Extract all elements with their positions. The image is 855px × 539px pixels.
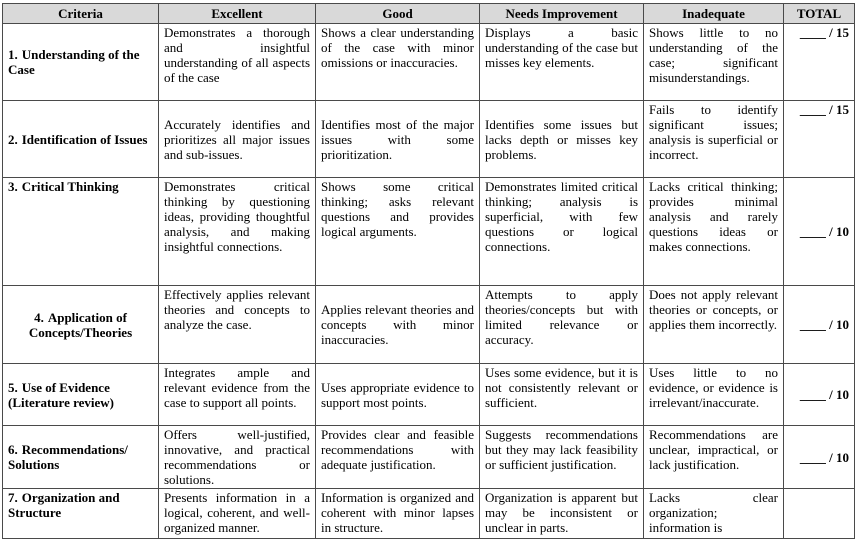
good-cell: Provides clear and feasible recommendations with adequate justification. xyxy=(316,426,480,489)
criterion-label: Use of Evidence (Literature review) xyxy=(8,379,114,410)
table-row xyxy=(3,101,855,178)
total-score: ____ / 15 xyxy=(784,101,855,178)
criterion-label: Identification of Issues xyxy=(21,131,148,147)
inadequate-cell: Uses little to no evidence, or evidence is irrelevant/inaccurate. xyxy=(644,364,784,426)
total-score: ____ / 15 xyxy=(784,24,855,101)
needs-improvement-cell: Identifies some issues but lacks depth or misses key problems. xyxy=(480,101,644,178)
good-cell: Applies relevant theories and concepts with minor inaccuracies. xyxy=(316,286,480,364)
inadequate-cell: Recommendations are unclear, impractical, or lack justification. xyxy=(644,426,784,489)
criterion-label: Understanding of the Case xyxy=(8,47,140,77)
criterion-label: Organization and Structure xyxy=(8,490,120,520)
criterion-label: Application of Concepts/Theories xyxy=(28,309,133,340)
needs-improvement-cell: Demonstrates limited critical thinking; analysis is superficial, with few questions or logical connections. xyxy=(480,178,644,286)
header-total: TOTAL xyxy=(784,4,855,24)
excellent-cell: Offers well-justified, innovative, and practical recommendations or solutions. xyxy=(159,426,316,489)
excellent-cell: Demonstrates a thorough and insightful understanding of all aspects of the case xyxy=(159,24,316,101)
total-score: ____ / 10 xyxy=(784,286,855,364)
header-needs-improvement: Needs Improvement xyxy=(480,4,644,24)
criterion-cell xyxy=(3,286,159,364)
criterion-number: 2. xyxy=(8,131,18,147)
good-cell: Information is organized and coherent with minor lapses in structure. xyxy=(316,489,480,539)
excellent-cell: Effectively applies relevant theories and concepts to analyze the case. xyxy=(159,286,316,364)
criterion-cell xyxy=(3,178,159,286)
criterion-number: 3. xyxy=(8,179,18,194)
total-score: ____ / 10 xyxy=(784,364,855,426)
criterion-cell xyxy=(3,426,159,489)
header-good: Good xyxy=(316,4,480,24)
good-cell: Shows a clear understanding of the case with minor omissions or inaccuracies. xyxy=(316,24,480,101)
criterion-cell xyxy=(3,364,159,426)
header-inadequate: Inadequate xyxy=(644,4,784,24)
criterion-number: 4. xyxy=(34,309,44,325)
criterion-cell xyxy=(3,489,159,539)
good-cell: Uses appropriate evidence to support most points. xyxy=(316,364,480,426)
criterion-number: 1. xyxy=(8,47,18,62)
needs-improvement-cell: Organization is apparent but may be inconsistent or unclear in parts. xyxy=(480,489,644,539)
needs-improvement-cell: Suggests recommendations but they may lack feasibility or sufficient justification. xyxy=(480,426,644,489)
total-score: ____ / 10 xyxy=(784,426,855,489)
table-row xyxy=(3,178,855,286)
excellent-cell: Accurately identifies and prioritizes all major issues and sub-issues. xyxy=(159,101,316,178)
inadequate-cell: Shows little to no understanding of the case; significant misunderstandings. xyxy=(644,24,784,101)
criterion-cell xyxy=(3,24,159,101)
header-excellent: Excellent xyxy=(159,4,316,24)
table-row xyxy=(3,489,855,539)
excellent-cell: Presents information in a logical, coherent, and well-organized manner. xyxy=(159,489,316,539)
criterion-label: Critical Thinking xyxy=(21,179,119,194)
good-cell: Identifies most of the major issues with some prioritization. xyxy=(316,101,480,178)
header-criteria: Criteria xyxy=(3,4,159,24)
inadequate-cell: Fails to identify significant issues; analysis is superficial or incorrect. xyxy=(644,101,784,178)
total-score xyxy=(784,489,855,539)
excellent-cell: Integrates ample and relevant evidence from the case to support all points. xyxy=(159,364,316,426)
table-row xyxy=(3,286,855,364)
table-row xyxy=(3,364,855,426)
rubric-table xyxy=(2,3,855,539)
inadequate-cell: Lacks critical thinking; provides minimal analysis and rarely questions ideas or makes connections. xyxy=(644,178,784,286)
criterion-number: 5. xyxy=(8,379,18,395)
needs-improvement-cell: Displays a basic understanding of the case but misses key elements. xyxy=(480,24,644,101)
good-cell: Shows some critical thinking; asks relevant questions and provides logical arguments. xyxy=(316,178,480,286)
header-row xyxy=(3,4,855,24)
excellent-cell: Demonstrates critical thinking by questioning ideas, providing thoughtful analysis, and making insightful connections. xyxy=(159,178,316,286)
inadequate-cell: Lacks clear organization; information is xyxy=(644,489,784,539)
criterion-number: 6. xyxy=(8,442,18,457)
table-row xyxy=(3,426,855,489)
inadequate-cell: Does not apply relevant theories or concepts, or applies them incorrectly. xyxy=(644,286,784,364)
total-score: ____ / 10 xyxy=(784,178,855,286)
table-row xyxy=(3,24,855,101)
needs-improvement-cell: Uses some evidence, but it is not consistently relevant or sufficient. xyxy=(480,364,644,426)
criterion-label: Recommendations/ Solutions xyxy=(8,442,128,472)
criterion-cell xyxy=(3,101,159,178)
needs-improvement-cell: Attempts to apply theories/concepts but with limited relevance or accuracy. xyxy=(480,286,644,364)
criterion-number: 7. xyxy=(8,490,18,505)
